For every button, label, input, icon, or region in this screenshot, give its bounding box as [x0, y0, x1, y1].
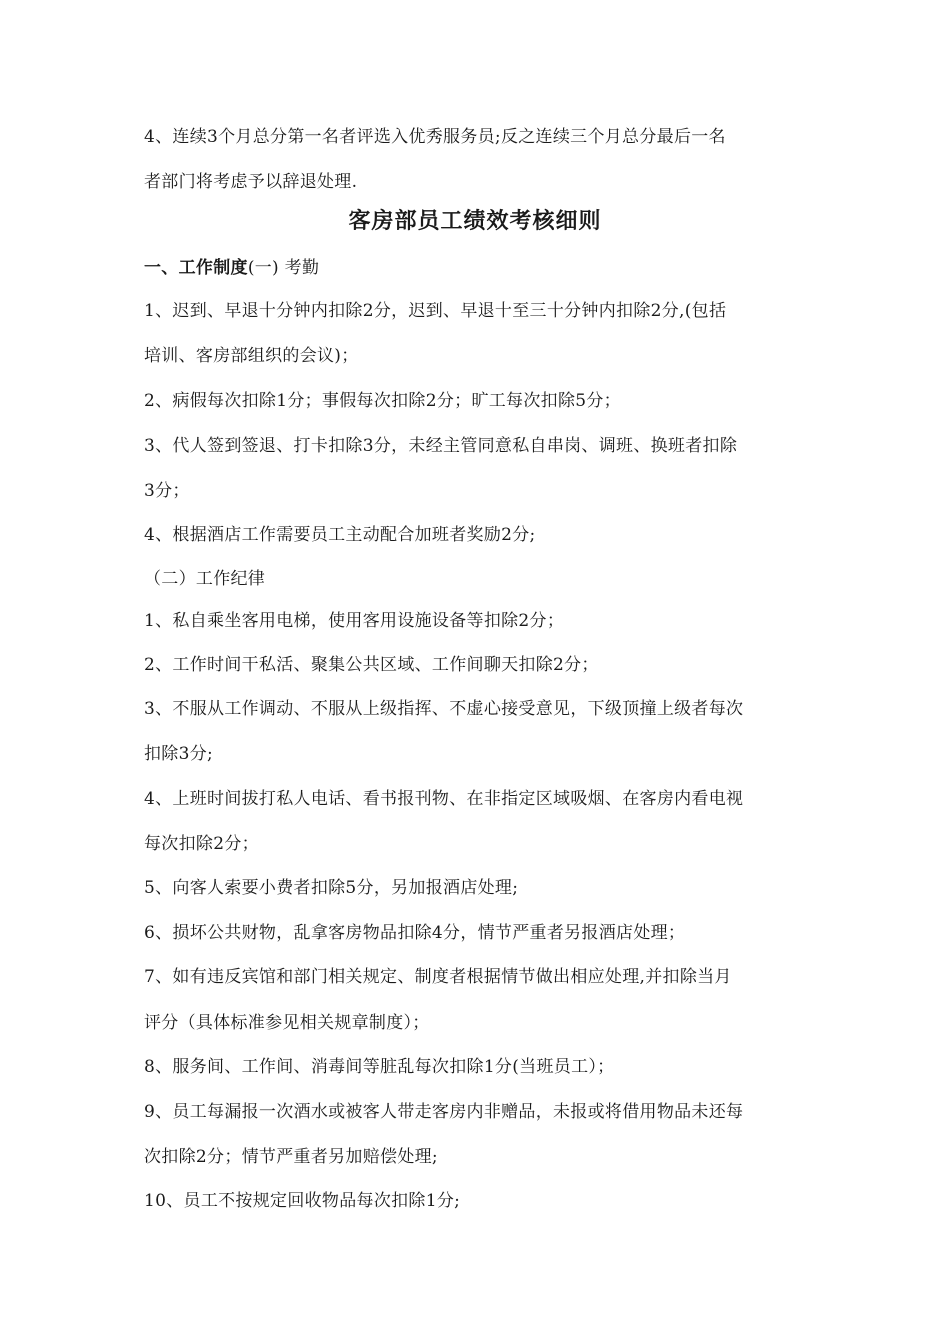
- discipline-line-5: 4、上班时间拔打私人电话、看书报刊物、在非指定区域吸烟、在客房内看电视: [144, 789, 744, 809]
- section-heading-discipline: （二）工作纪律: [144, 569, 266, 589]
- discipline-line-3: 3、不服从工作调动、不服从上级指挥、不虚心接受意见，下级顶撞上级者每次: [144, 699, 744, 719]
- attendance-line-4: 3、代人签到签退、打卡扣除3分，未经主管同意私自串岗、调班、换班者扣除: [144, 436, 738, 456]
- discipline-line-10: 评分（具体标准参见相关规章制度）；: [144, 1013, 430, 1033]
- discipline-line-13: 次扣除2分；情节严重者另加赔偿处理;: [144, 1147, 438, 1167]
- attendance-line-3: 2、病假每次扣除1分；事假每次扣除2分；旷工每次扣除5分；: [144, 391, 621, 411]
- discipline-line-7: 5、向客人索要小费者扣除5分，另加报酒店处理;: [144, 878, 519, 898]
- section-heading-bold: 一、工作制度: [144, 258, 248, 278]
- attendance-line-5: 3分；: [144, 481, 190, 501]
- attendance-line-6: 4、根据酒店工作需要员工主动配合加班者奖励2分;: [144, 525, 536, 545]
- discipline-line-4: 扣除3分;: [144, 744, 214, 764]
- discipline-line-1: 1、私自乘坐客用电梯，使用客用设施设备等扣除2分；: [144, 611, 565, 631]
- discipline-line-8: 6、损坏公共财物，乱拿客房物品扣除4分，情节严重者另报酒店处理；: [144, 923, 686, 943]
- discipline-line-9: 7、如有违反宾馆和部门相关规定、制度者根据情节做出相应处理,并扣除当月: [144, 967, 732, 987]
- intro-line-1: 4、连续3个月总分第一名者评选入优秀服务员;反之连续三个月总分最后一名: [144, 127, 726, 147]
- discipline-line-6: 每次扣除2分；: [144, 834, 259, 854]
- section-heading-work-system: [144, 257, 319, 279]
- discipline-line-11: 8、服务间、工作间、消毒间等脏乱每次扣除1分(当班员工）；: [144, 1057, 615, 1077]
- discipline-line-14: 10、员工不按规定回收物品每次扣除1分;: [144, 1191, 461, 1211]
- attendance-line-2: 培训、客房部组织的会议)；: [144, 346, 359, 366]
- discipline-line-2: 2、工作时间干私活、聚集公共区域、工作间聊天扣除2分；: [144, 655, 599, 675]
- document-title: 客房部员工绩效考核细则: [348, 209, 602, 234]
- section-heading-attendance: (一) 考勤: [247, 258, 320, 278]
- attendance-line-1: 1、迟到、早退十分钟内扣除2分，迟到、早退十至三十分钟内扣除2分,(包括: [144, 301, 727, 321]
- discipline-line-12: 9、员工每漏报一次酒水或被客人带走客房内非赠品，未报或将借用物品未还每: [144, 1102, 744, 1122]
- intro-line-2: 者部门将考虑予以辞退处理.: [144, 172, 358, 192]
